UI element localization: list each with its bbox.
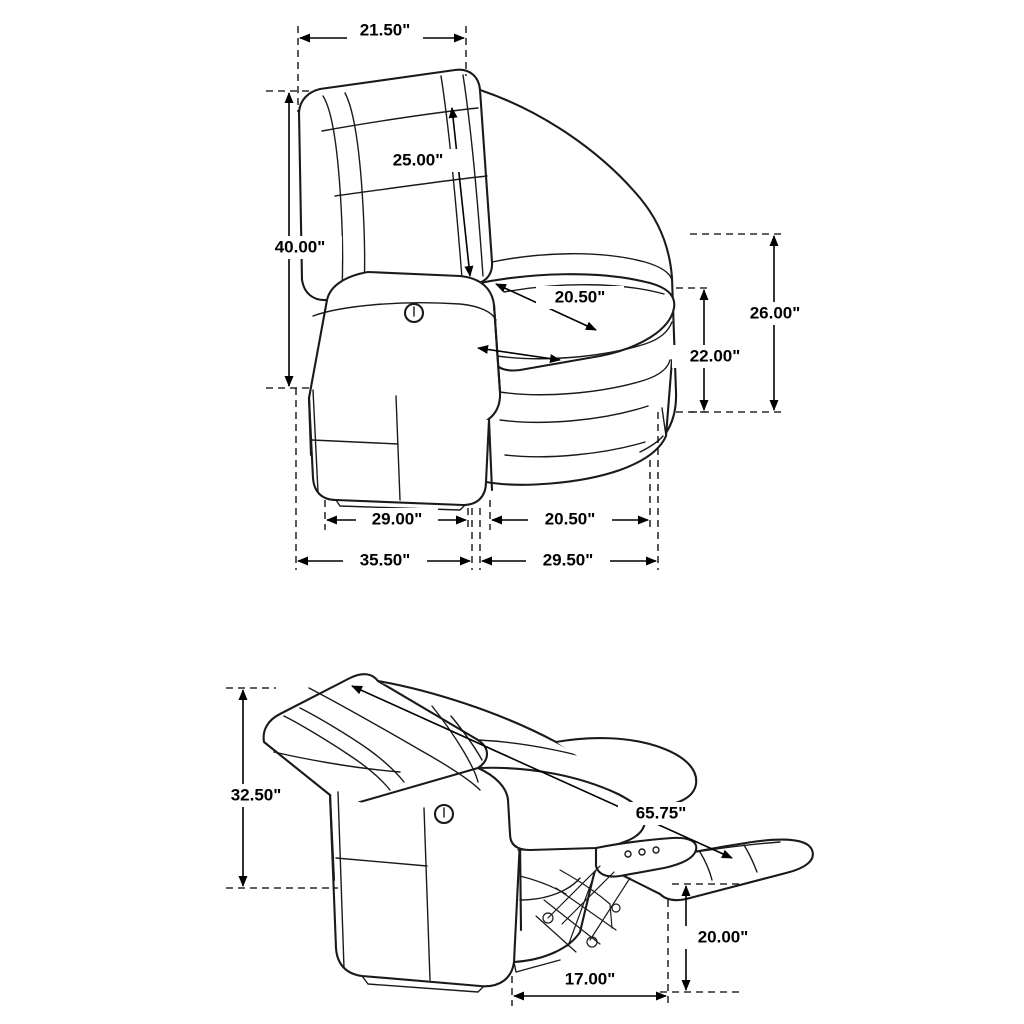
dim-label-reclined-length: 65.75" <box>635 803 687 823</box>
dim-label-footrest-height: 20.00" <box>697 927 749 947</box>
dim-label-reclined-height: 32.50" <box>230 785 282 805</box>
dim-label-back-height: 25.00" <box>392 150 444 170</box>
dim-label-overall-depth: 29.50" <box>542 550 594 570</box>
dim-label-overall-height: 40.00" <box>274 237 326 257</box>
dim-label-overall-width: 35.50" <box>359 550 411 570</box>
dim-label-back-height-right: 26.00" <box>749 303 801 323</box>
dim-label-seat-depth: 20.50" <box>554 287 606 307</box>
dim-label-side-depth: 20.50" <box>544 509 596 529</box>
dim-label-arm-height: 22.00" <box>689 346 741 366</box>
dim-label-seat-back-width: 21.50" <box>359 20 411 40</box>
dim-label-base-depth: 17.00" <box>564 969 616 989</box>
dim-label-front-width: 29.00" <box>371 509 423 529</box>
